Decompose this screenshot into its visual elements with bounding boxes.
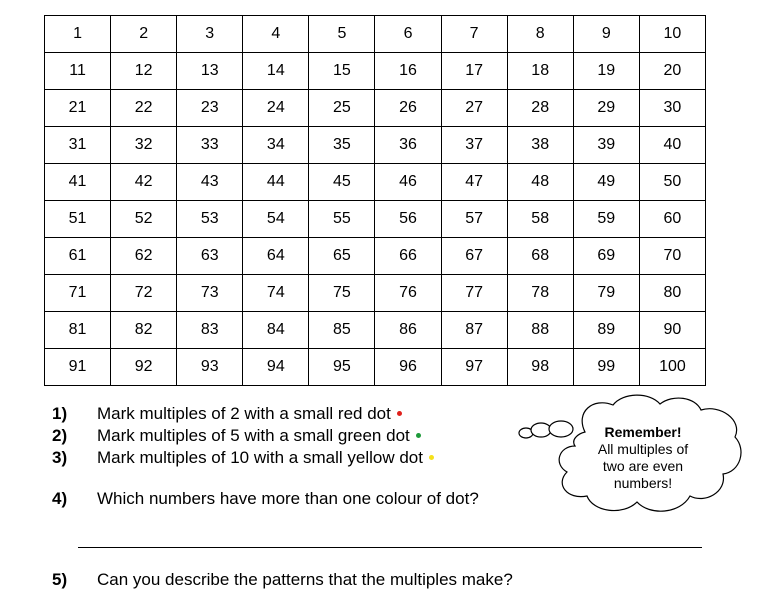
reminder-line: All multiples of <box>597 441 689 457</box>
grid-cell: 13 <box>177 53 243 90</box>
grid-cell: 1 <box>45 16 111 53</box>
grid-cell: 35 <box>309 127 375 164</box>
grid-cell: 83 <box>177 312 243 349</box>
grid-cell: 48 <box>507 164 573 201</box>
grid-cell: 27 <box>441 90 507 127</box>
grid-cell: 88 <box>507 312 573 349</box>
grid-cell: 85 <box>309 312 375 349</box>
grid-row <box>45 127 706 164</box>
grid-cell: 10 <box>639 16 705 53</box>
grid-cell: 92 <box>111 349 177 386</box>
grid-cell: 36 <box>375 127 441 164</box>
grid-cell: 68 <box>507 238 573 275</box>
grid-cell: 73 <box>177 275 243 312</box>
grid-cell: 5 <box>309 16 375 53</box>
grid-cell: 93 <box>177 349 243 386</box>
question-number: 1) <box>52 404 68 423</box>
grid-cell: 51 <box>45 201 111 238</box>
grid-row <box>45 275 706 312</box>
grid-cell: 20 <box>639 53 705 90</box>
grid-cell: 29 <box>573 90 639 127</box>
grid-cell: 31 <box>45 127 111 164</box>
reminder-line: numbers! <box>613 475 673 491</box>
red-dot-icon <box>397 411 402 416</box>
grid-cell: 53 <box>177 201 243 238</box>
grid-cell: 49 <box>573 164 639 201</box>
grid-cell: 98 <box>507 349 573 386</box>
grid-cell: 97 <box>441 349 507 386</box>
grid-cell: 50 <box>639 164 705 201</box>
question-text: Which numbers have more than one colour of dot? <box>97 489 479 508</box>
grid-cell: 32 <box>111 127 177 164</box>
grid-cell: 70 <box>639 238 705 275</box>
grid-cell: 41 <box>45 164 111 201</box>
green-dot-icon <box>416 433 421 438</box>
grid-cell: 22 <box>111 90 177 127</box>
grid-cell: 21 <box>45 90 111 127</box>
grid-cell: 87 <box>441 312 507 349</box>
grid-row <box>45 53 706 90</box>
grid-cell: 11 <box>45 53 111 90</box>
grid-cell: 89 <box>573 312 639 349</box>
grid-cell: 55 <box>309 201 375 238</box>
grid-cell: 91 <box>45 349 111 386</box>
grid-cell: 19 <box>573 53 639 90</box>
grid-cell: 44 <box>243 164 309 201</box>
grid-cell: 95 <box>309 349 375 386</box>
grid-cell: 86 <box>375 312 441 349</box>
grid-cell: 79 <box>573 275 639 312</box>
grid-cell: 37 <box>441 127 507 164</box>
grid-cell: 77 <box>441 275 507 312</box>
grid-cell: 46 <box>375 164 441 201</box>
grid-cell: 54 <box>243 201 309 238</box>
grid-cell: 58 <box>507 201 573 238</box>
grid-cell: 9 <box>573 16 639 53</box>
question-text: Can you describe the patterns that the multiples make? <box>97 570 513 589</box>
grid-row <box>45 90 706 127</box>
hundred-square <box>44 15 706 386</box>
grid-cell: 24 <box>243 90 309 127</box>
grid-cell: 81 <box>45 312 111 349</box>
grid-cell: 59 <box>573 201 639 238</box>
grid-cell: 42 <box>111 164 177 201</box>
question-number: 2) <box>52 426 68 445</box>
grid-cell: 45 <box>309 164 375 201</box>
grid-cell: 96 <box>375 349 441 386</box>
grid-cell: 66 <box>375 238 441 275</box>
grid-cell: 23 <box>177 90 243 127</box>
grid-cell: 62 <box>111 238 177 275</box>
grid-cell: 69 <box>573 238 639 275</box>
grid-cell: 16 <box>375 53 441 90</box>
grid-cell: 64 <box>243 238 309 275</box>
grid-cell: 15 <box>309 53 375 90</box>
grid-cell: 72 <box>111 275 177 312</box>
grid-cell: 61 <box>45 238 111 275</box>
grid-cell: 71 <box>45 275 111 312</box>
answer-line <box>78 547 702 548</box>
grid-cell: 80 <box>639 275 705 312</box>
grid-cell: 26 <box>375 90 441 127</box>
reminder-title: Remember! <box>604 424 682 440</box>
grid-cell: 17 <box>441 53 507 90</box>
grid-cell: 6 <box>375 16 441 53</box>
grid-row <box>45 16 706 53</box>
grid-cell: 99 <box>573 349 639 386</box>
grid-cell: 57 <box>441 201 507 238</box>
grid-cell: 90 <box>639 312 705 349</box>
grid-cell: 38 <box>507 127 573 164</box>
grid-cell: 25 <box>309 90 375 127</box>
grid-cell: 67 <box>441 238 507 275</box>
grid-cell: 75 <box>309 275 375 312</box>
grid-cell: 28 <box>507 90 573 127</box>
grid-cell: 82 <box>111 312 177 349</box>
grid-cell: 56 <box>375 201 441 238</box>
question-text: Mark multiples of 2 with a small red dot <box>97 404 391 423</box>
grid-cell: 84 <box>243 312 309 349</box>
grid-cell: 4 <box>243 16 309 53</box>
grid-cell: 2 <box>111 16 177 53</box>
grid-row <box>45 238 706 275</box>
grid-cell: 43 <box>177 164 243 201</box>
grid-cell: 7 <box>441 16 507 53</box>
question-text: Mark multiples of 10 with a small yellow dot <box>97 448 423 467</box>
grid-row <box>45 349 706 386</box>
grid-cell: 33 <box>177 127 243 164</box>
grid-cell: 39 <box>573 127 639 164</box>
grid-row <box>45 164 706 201</box>
grid-row <box>45 201 706 238</box>
question-number: 4) <box>52 489 68 508</box>
grid-cell: 52 <box>111 201 177 238</box>
grid-cell: 34 <box>243 127 309 164</box>
reminder-line: two are even <box>602 458 684 474</box>
grid-cell: 63 <box>177 238 243 275</box>
grid-row <box>45 312 706 349</box>
grid-cell: 14 <box>243 53 309 90</box>
grid-cell: 74 <box>243 275 309 312</box>
question-number: 3) <box>52 448 68 467</box>
grid-cell: 3 <box>177 16 243 53</box>
grid-cell: 65 <box>309 238 375 275</box>
grid-cell: 100 <box>639 349 705 386</box>
grid-cell: 94 <box>243 349 309 386</box>
grid-cell: 78 <box>507 275 573 312</box>
grid-cell: 12 <box>111 53 177 90</box>
grid-cell: 30 <box>639 90 705 127</box>
grid-cell: 18 <box>507 53 573 90</box>
grid-cell: 8 <box>507 16 573 53</box>
grid-cell: 76 <box>375 275 441 312</box>
grid-cell: 40 <box>639 127 705 164</box>
question-number: 5) <box>52 570 68 589</box>
yellow-dot-icon <box>429 455 434 460</box>
grid-cell: 60 <box>639 201 705 238</box>
grid-cell: 47 <box>441 164 507 201</box>
question-text: Mark multiples of 5 with a small green dot <box>97 426 410 445</box>
reminder-text <box>580 424 706 492</box>
